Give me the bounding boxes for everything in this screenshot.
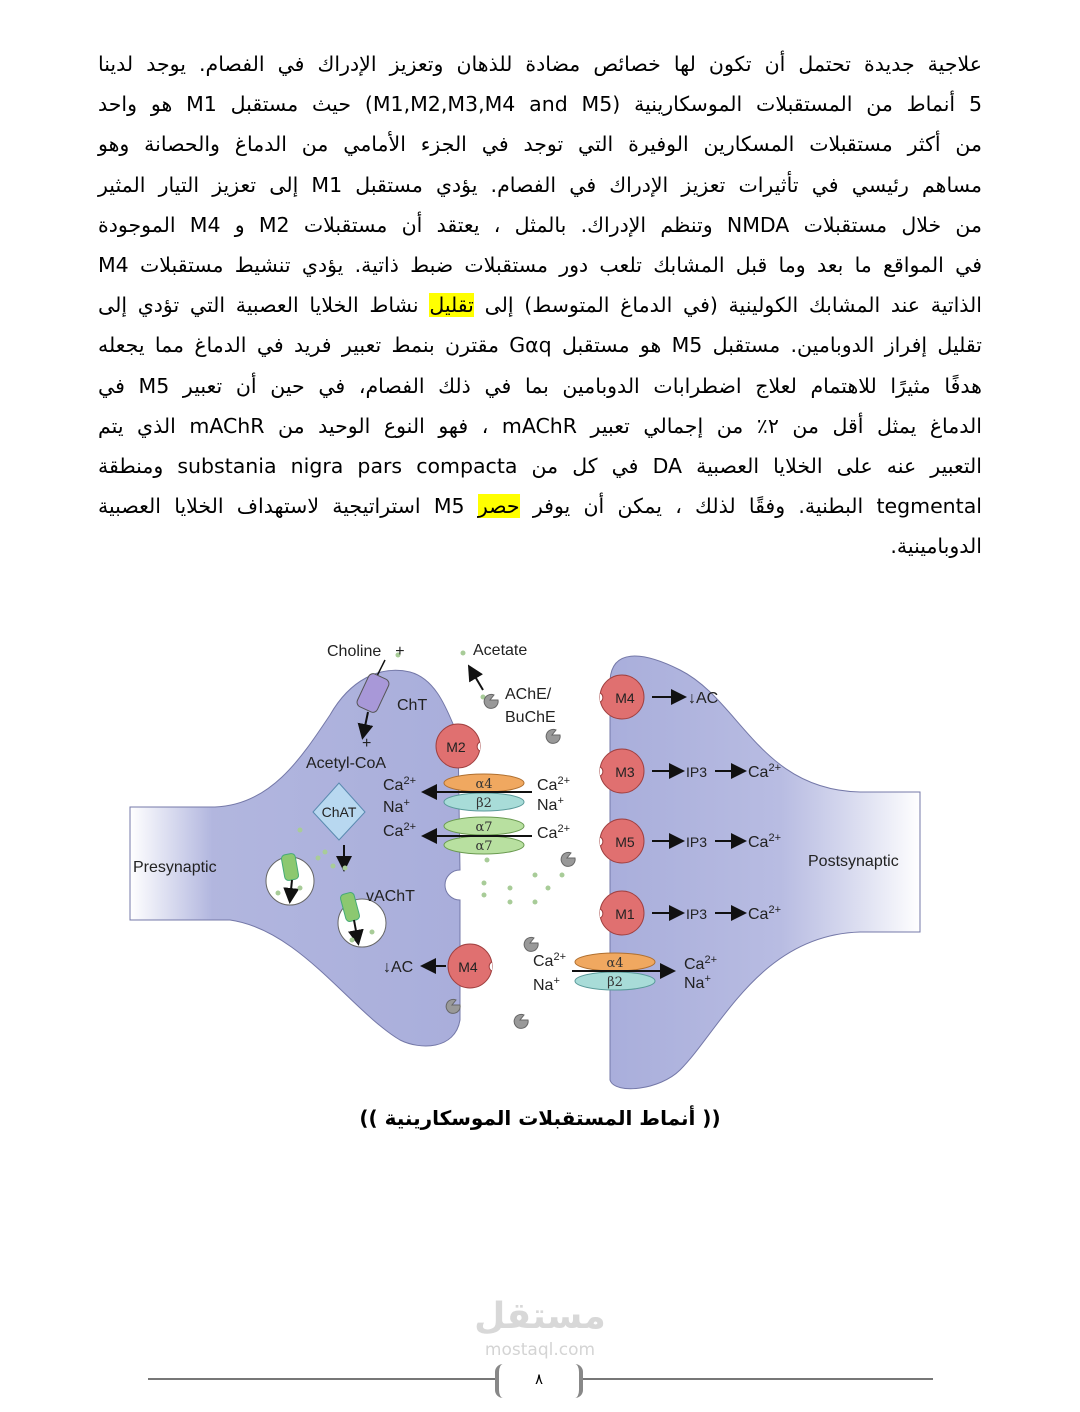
footer-divider	[148, 1378, 497, 1380]
footer-divider	[581, 1378, 933, 1380]
svg-text:Ca2+: $Ca^{2+}$	[684, 954, 717, 973]
text-line: 5 أنماط من المستقبلات الموسكارينية (M1,M2,M3,M4 and M5) حيث مستقبل M1 هو واحد	[98, 92, 982, 117]
svg-text:M3: M3	[615, 764, 635, 780]
label-buche: BuChE	[505, 709, 556, 726]
text-line: الدماغ يمثل أقل من ٢٪ من إجمالي تعبير mAChR ، فهو النوع الوحيد من mAChR الذي يتم	[98, 413, 982, 438]
svg-text:IP3: IP3	[686, 834, 708, 850]
text-segment: الذاتية عند المشابك الكولينية (في الدماغ المتوسط) إلى	[473, 293, 982, 318]
text-line: علاجية جديدة تحتمل أن تكون لها خصائص مضادة للذهان وتعزيز الإدراك في الفصام. يوجد لدينا	[98, 52, 982, 76]
svg-text:IP3: IP3	[686, 764, 708, 780]
svg-text:Na+: Na+	[383, 797, 410, 816]
text-line	[98, 285, 982, 325]
svg-text:M2: M2	[446, 739, 466, 755]
synapse-diagram	[0, 620, 1080, 1100]
svg-text:M4: M4	[615, 690, 635, 706]
label-presynaptic: Presynaptic	[133, 859, 217, 876]
svg-text:IP3: IP3	[686, 906, 708, 922]
label-cht: ChT	[397, 697, 428, 714]
svg-text:Ca2+: $Ca^{2+}$	[748, 832, 781, 851]
watermark-url: mostaql.com	[484, 1340, 596, 1360]
label-acetyl-coa: Acetyl-CoA	[306, 755, 387, 772]
receptor-m2	[436, 724, 480, 768]
label-postsynaptic: Postsynaptic	[808, 853, 899, 870]
label-chat: ChAT	[321, 804, 357, 820]
receptor-m3	[600, 749, 644, 793]
subunit-label: α4	[475, 777, 493, 792]
svg-text:M4: M4	[458, 959, 478, 975]
highlighted-word: حصر	[477, 494, 520, 519]
svg-text:Ca2+: $Ca^{2+}$	[383, 775, 416, 794]
page-number: ٨	[495, 1364, 583, 1398]
svg-text:M1: M1	[615, 906, 635, 922]
text-line: مساهم رئيسي في تأثيرات تعزيز الإدراك في الفصام. يؤدي مستقبل M1 إلى تعزيز التيار المثير	[98, 172, 983, 197]
svg-text:Na+: Na+	[537, 795, 564, 814]
subunit-label: α4	[606, 956, 624, 971]
label-acetate: Acetate	[473, 642, 528, 659]
label-ache: AChE/	[505, 686, 552, 703]
text-line	[98, 486, 982, 526]
text-segment: نشاط الخلايا العصبية التي تؤدي إلى	[98, 293, 430, 318]
receptor-m4-pre	[448, 944, 492, 988]
watermark-logo: مستقل	[474, 1296, 606, 1337]
text-line: في المواقع ما بعد وما قبل المشابك تلعب دور مستقبلات ضبط ذاتية. يؤدي تنشيط مستقبلات M4	[98, 252, 982, 277]
label-decrease-ac: ↓AC	[383, 959, 414, 976]
text-line: الدوبامينية.	[890, 534, 982, 559]
svg-text:Ca2+: $Ca^{2+}$	[537, 775, 570, 794]
receptor-m1	[600, 891, 644, 935]
subunit-label: α7	[475, 839, 493, 854]
text-line: من أكثر مستقبلات المسكارين الوفيرة التي توجد في الجزء الأمامي من الدماغ والحصانة وهو	[98, 132, 982, 157]
label-vacht: vAChT	[366, 888, 415, 905]
receptor-m4-post	[600, 675, 644, 719]
text-line: تقليل إفراز الدوبامين. مستقبل M5 هو مستقبل Gαq مقترن بنمط تعبير فريد في الدماغ مما يجعله	[98, 333, 982, 358]
svg-text:Ca2+: $Ca^{2+}$	[537, 823, 570, 842]
svg-text:Na+: Na+	[533, 975, 560, 994]
label-choline: Choline +	[327, 643, 405, 660]
body-paragraph	[98, 44, 982, 566]
text-line: من خلال مستقبلات NMDA وتنظم الإدراك. بالمثل ، يعتقد أن مستقبلات M2 و M4 الموجودة	[98, 212, 982, 237]
subunit-label: α7	[475, 820, 493, 835]
text-segment: M5 استراتيجية لاستهداف الخلايا العصبية	[98, 494, 478, 519]
text-line: التعبير عنه على الخلايا العصبية DA في كل من substania nigra pars compacta ومنطقة	[98, 453, 983, 478]
postsynaptic-terminal	[610, 656, 920, 1089]
svg-text:Na+: Na+	[684, 973, 711, 992]
svg-text:M5: M5	[615, 834, 635, 850]
svg-text:Ca2+: $Ca^{2+}$	[533, 951, 566, 970]
text-segment: tegmental البطنية. وفقًا لذلك ، يمكن أن يوفر	[519, 494, 982, 519]
svg-text:Ca2+: $Ca^{2+}$	[748, 762, 781, 781]
figure-caption: (( أنماط المستقبلات الموسكارينية ))	[359, 1106, 721, 1130]
subunit-label: β2	[607, 975, 623, 990]
text-line: هدفًا مثيرًا للاهتمام لعلاج اضطرابات الدوبامين بما في ذلك الفصام، في حين أن تعبير M5 في	[98, 373, 982, 398]
label-decrease-ac: ↓AC	[688, 690, 719, 707]
highlighted-word: تقليل	[429, 293, 474, 318]
svg-text:Ca2+: $Ca^{2+}$	[748, 904, 781, 923]
label-plus: +	[362, 735, 372, 752]
receptor-m5	[600, 819, 644, 863]
subunit-label: β2	[476, 796, 492, 811]
svg-text:Ca2+: $Ca^{2+}$	[383, 821, 416, 840]
